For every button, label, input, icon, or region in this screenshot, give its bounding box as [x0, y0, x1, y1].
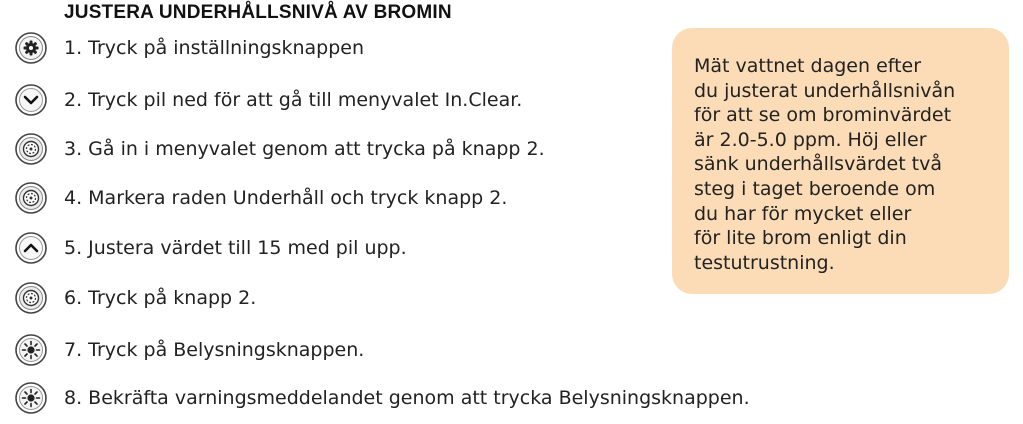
note-line: sänk underhållsvärdet två: [694, 153, 943, 176]
step-1: [14, 30, 364, 66]
light-sun-icon: [14, 381, 48, 415]
arrow-up-icon: [14, 231, 48, 265]
step-text: 2. Tryck pil ned för att gå till menyvalet In.Clear.: [64, 89, 523, 111]
note-line: är 2.0-5.0 ppm. Höj eller: [694, 128, 927, 151]
step-text: 7. Tryck på Belysningsknappen.: [64, 339, 365, 361]
button-2-icon: [14, 132, 48, 166]
settings-gear-icon: [14, 31, 48, 65]
button-2-icon: [14, 281, 48, 315]
step-7: [14, 332, 364, 368]
note-line: du justerat underhållsnivån: [694, 79, 956, 102]
step-text: 6. Tryck på knapp 2.: [64, 287, 257, 309]
step-text: 4. Markera raden Underhåll och tryck knapp 2.: [64, 187, 508, 209]
arrow-down-icon: [14, 83, 48, 117]
note-line: för lite brom enligt din: [694, 227, 907, 250]
step-text: 1. Tryck på inställningsknappen: [64, 37, 365, 59]
step-5: [14, 230, 407, 266]
page-title: JUSTERA UNDERHÅLLSNIVÅ AV BROMIN: [64, 2, 452, 23]
note-line: steg i taget beroende om: [694, 177, 936, 200]
note-line: testutrustning.: [694, 251, 835, 274]
step-text: 5. Justera värdet till 15 med pil upp.: [64, 237, 407, 259]
step-4: [14, 180, 507, 216]
note-line: Mät vattnet dagen efter: [694, 55, 922, 77]
step-2: [14, 82, 522, 118]
step-text: 8. Bekräfta varningsmeddelandet genom att trycka Belysningsknappen.: [64, 387, 750, 409]
step-text: 3. Gå in i menyvalet genom att trycka på knapp 2.: [64, 138, 545, 160]
note-line: du har för mycket eller: [694, 202, 912, 225]
light-sun-icon: [14, 333, 48, 367]
note-line: för att se om brominvärdet: [694, 104, 952, 127]
info-note-box: [672, 28, 1009, 294]
step-8: [14, 380, 750, 416]
step-3: [14, 131, 545, 167]
button-2-icon: [14, 181, 48, 215]
step-6: [14, 280, 256, 316]
